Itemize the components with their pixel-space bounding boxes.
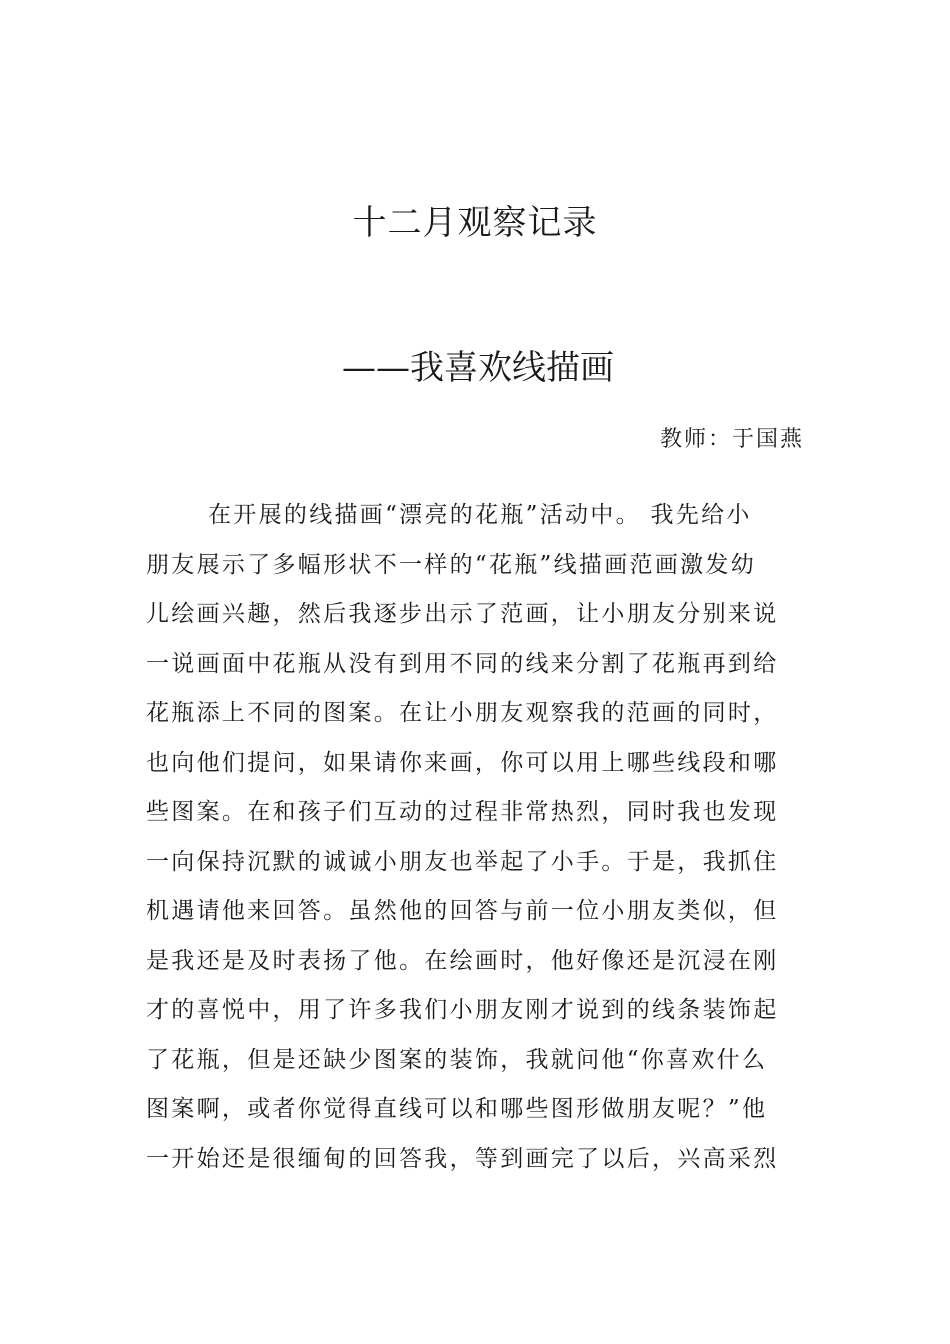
text-line: 在开展的线描画“漂亮的花瓶”活动中。 我先给小 xyxy=(208,502,752,528)
document-title: 十二月观察记录 xyxy=(352,203,598,243)
document-page: 十二月观察记录 ——我喜欢线描画 教师：于国燕 在开展的线描画“漂亮的花瓶”活动中。 我先给小 朋友展示了多幅形状不一样的“花瓶”线描画范画激发幼 儿绘画兴趣，然后我逐步出示了范画，让小朋友分别来说 一说画面中花瓶从没有到用不同的线来分割了花瓶再到给 花瓶添上不同的图案。在让小朋友观察我的范画的同时， 也向他们提问，如果请你来画，你可以用上哪些线段和哪 些图案。在和孩子们互动的过程非常热烈，同时我也发现 一向保持沉默的诚诚小朋友也举起了小手。于是，我抓住 机遇请他来回答。虽然他的回答与前一位小朋友类似，但 是我还是及时表扬了他。在绘画时，他好像还是沉浸在刚 才的喜悦中，用了许多我们小朋友刚才说到的线条装饰起 了花瓶，但是还缺少图案的装饰，我就问他“你喜欢什么 图案啊，或者你觉得直线可以和哪些图形做朋友呢？”他 一开始还是很缅甸的回答我，等到画完了以后，兴高采烈 xyxy=(0,0,950,1344)
author-line: 教师：于国燕 xyxy=(659,427,804,452)
document-subtitle: ——我喜欢线描画 xyxy=(342,348,614,388)
